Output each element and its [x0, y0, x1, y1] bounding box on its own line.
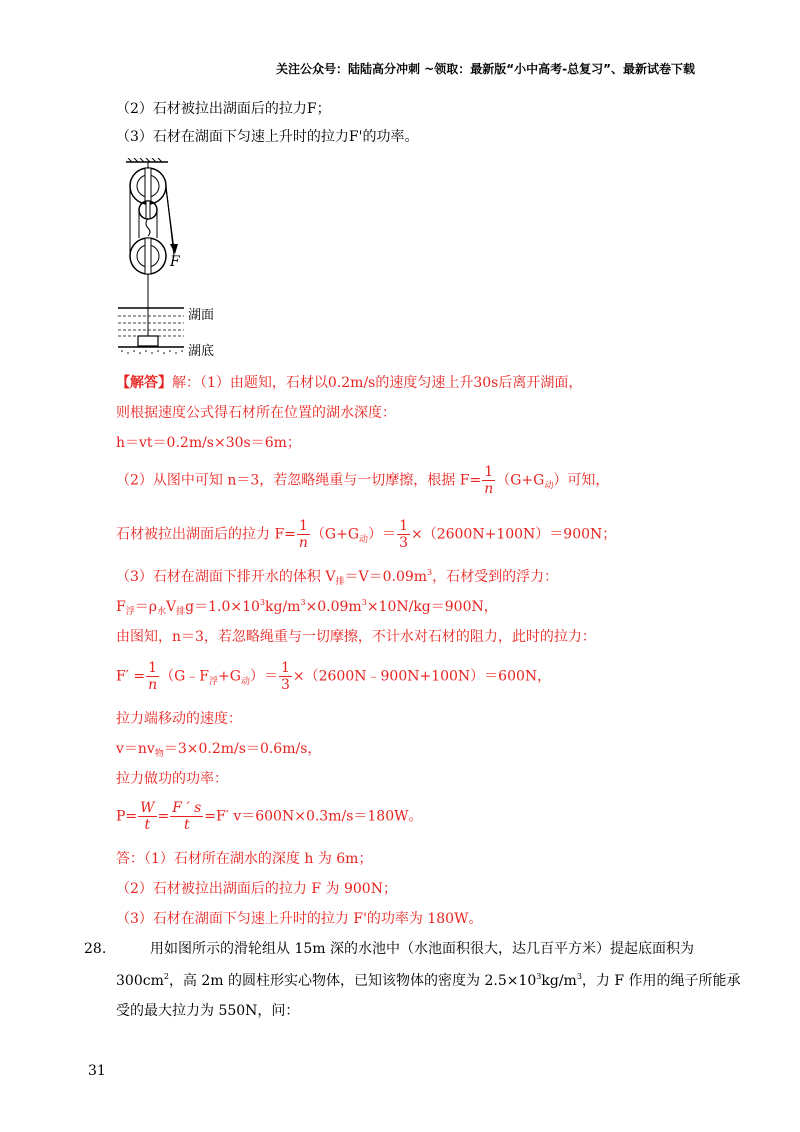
fraction: $\frac{1}{3}$ [280, 660, 290, 693]
solution-line-3: h＝vt＝0.2m/s×30s＝6m； [116, 435, 301, 451]
solution-line-7: $F_浮=\rho_水V_排g=1.0\times 10^3kg/m^3\times 0.09m^3\times 10N/kg=900N$， [116, 598, 498, 617]
fraction: $\frac{1}{n}$ [148, 660, 158, 693]
answer-line-3: （3）石材在湖面下匀速上升时的拉力 F'的功率为 180W。 [116, 911, 483, 927]
question-28-number: 28. [84, 941, 107, 957]
solution-line-12: 拉力做功的功率： [116, 771, 228, 787]
force-label: F [170, 254, 180, 270]
solution-tag: 【解答】 [116, 375, 172, 391]
question-28-line-1: 用如图所示的滑轮组从 15m 深的水池中（水池面积很大，达几百平方米）提起底面积为 [150, 941, 694, 957]
question-2: （2）石材被拉出湖面后的拉力F； [116, 101, 331, 117]
solution-line-2: 则根据速度公式得石材所在位置的湖水深度： [116, 405, 396, 421]
solution-line-13: P= $\frac{W}{t}$ = $\frac{F ' s}{t}$ =F′ v＝600N×0.3m/s＝180W。 [116, 800, 423, 833]
solution-line-8: 由图知，n＝3，若忽略绳重与一切摩擦，不计水对石材的阻力，此时的拉力： [116, 629, 596, 645]
solution-line-4: （2）从图中可知 n＝3，若忽略绳重与一切摩擦，根据 F= $\frac{1}{n}$ $(G+G_动)$可知， [116, 464, 610, 497]
fraction: $\frac{W}{t}$ [140, 800, 155, 833]
solution-line-11: $v=nv_物=3\times 0.2m/s=0.6m/s$， [116, 741, 322, 759]
fraction: $\frac{F ' s}{t}$ [172, 800, 202, 833]
answer-line-2: （2）石材被拉出湖面后的拉力 F 为 900N； [116, 881, 397, 897]
question-28-line-2: $300cm^2$，高 2m 的圆柱形实心物体，已知该物体的密度为 $2.5\times 10^3kg/m^3$，力 F 作用的绳子所能承 [116, 972, 741, 989]
solution-line-5: 石材被拉出湖面后的拉力 F= $\frac{1}{n}$ $(G+G_动)=$ $\frac{1}{3}$ ×（2600N+100N）＝900N； [116, 518, 617, 551]
page-number: 31 [88, 1063, 106, 1079]
solution-line-10: 拉力端移动的速度： [116, 711, 242, 727]
answer-line-1: 答：（1）石材所在湖水的深度 h 为 6m； [116, 851, 373, 867]
question-28-line-3: 受的最大拉力为 550N，问： [116, 1003, 300, 1019]
lake-bottom-label: 湖底 [188, 344, 215, 359]
fraction: $\frac{1}{3}$ [399, 518, 408, 551]
solution-line-6: （3）石材在湖面下排开水的体积 $V_排=V=0.09m^3$，石材受到的浮力： [116, 568, 559, 587]
solution-line-9: F′ = $\frac{1}{n}$ $(G﹣F_浮+G_动)=$ $\frac{1}{3}$ ×（2600N﹣900N+100N）＝600N， [116, 660, 552, 693]
page-header: 关注公众号：陆陆高分冲刺 ~领取：最新版“小中高考-总复习”、最新试卷下载 [276, 62, 695, 76]
fraction: $\frac{1}{n}$ [484, 464, 494, 497]
solution-line-1: 【解答】解：（1）由题知，石材以0.2m/s的速度匀速上升30s后离开湖面， [116, 375, 583, 391]
lake-surface-label: 湖面 [188, 308, 215, 323]
question-3: （3）石材在湖面下匀速上升时的拉力F'的功率。 [116, 129, 419, 145]
fraction: $\frac{1}{n}$ [298, 518, 308, 551]
